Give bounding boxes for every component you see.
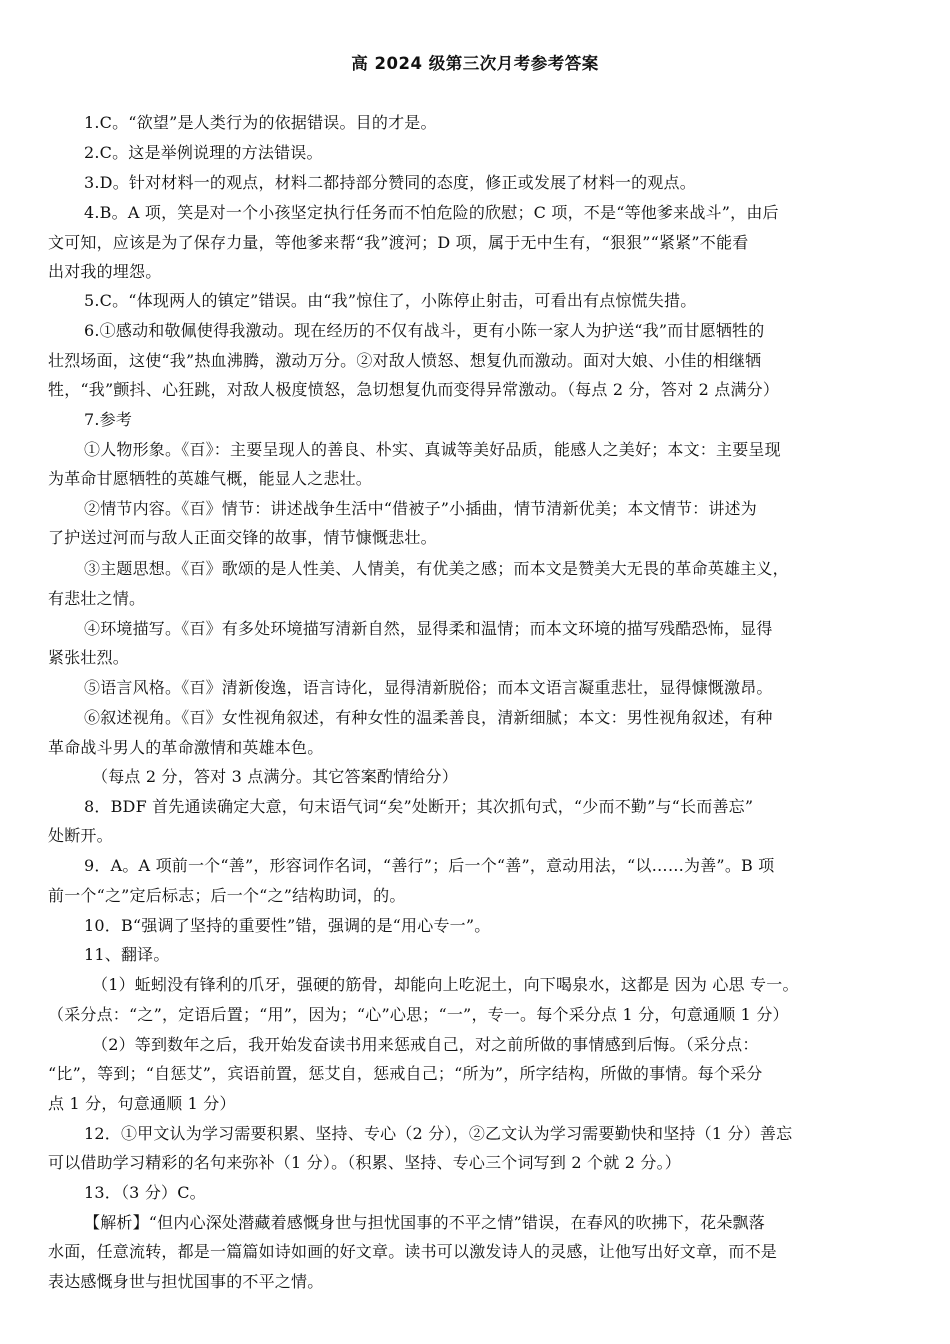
answer-line: 水面，任意流转，都是一篇篇如诗如画的好文章。读书可以激发诗人的灵感，让他写出好文章，而不是 — [48, 1242, 778, 1261]
answer-line: 4.B。A 项，笑是对一个小孩坚定执行任务而不怕危险的欣慰；C 项，不是“等他爹来战斗”，由后 — [84, 203, 779, 222]
answer-line: 可以借助学习精彩的名句来弥补（1 分）。（积累、坚持、专心三个词写到 2 个就 2 分。） — [48, 1153, 681, 1172]
answer-line: （采分点：“之”，定语后置；“用”，因为；“心”心思；“一”，专一。每个采分点 1 分，句意通顺 1 分） — [48, 1005, 789, 1024]
answer-line: 1.C。“欲望”是人类行为的依据错误。目的才是。 — [84, 113, 437, 132]
answer-line: 牲，“我”颤抖、心狂跳，对敌人极度愤怒，急切想复仇而变得异常激动。（每点 2 分，答对 2 点满分） — [48, 380, 780, 399]
answer-line: ⑤语言风格。《百》清新俊逸，语言诗化，显得清新脱俗；而本文语言凝重悲壮，显得慷慨激昂。 — [84, 678, 773, 697]
answer-line: 有悲壮之情。 — [48, 589, 146, 608]
answer-line: “比”，等到；“自惩艾”，宾语前置，惩艾自，惩戒自己；“所为”，所字结构，所做的事情。每个采分 — [48, 1064, 763, 1083]
answer-line: 紧张壮烈。 — [48, 648, 130, 667]
answer-line: 9．A。A 项前一个“善”，形容词作名词，“善行”；后一个“善”，意动用法，“以……为善”。B 项 — [84, 856, 775, 875]
answer-line: ①人物形象。《百》：主要呈现人的善良、朴实、真诚等美好品质，能感人之美好；本文：主要呈现 — [84, 440, 781, 459]
answer-line: 2.C。这是举例说理的方法错误。 — [84, 143, 323, 162]
answer-line: ②情节内容。《百》情节：讲述战争生活中“借被子”小插曲，情节清新优美；本文情节：讲述为 — [84, 499, 757, 518]
answer-line: 出对我的埋怨。 — [48, 262, 162, 281]
answer-line: 前一个“之”定后标志；后一个“之”结构助词，的。 — [48, 886, 406, 905]
answer-line: ⑥叙述视角。《百》女性视角叙述，有种女性的温柔善良，清新细腻；本文：男性视角叙述，有种 — [84, 708, 773, 727]
answer-line: 10．B“强调了坚持的重要性”错，强调的是“用心专一”。 — [84, 916, 491, 935]
answer-line: （2）等到数年之后，我开始发奋读书用来惩戒自己，对之前所做的事情感到后悔。（采分点： — [92, 1035, 759, 1054]
answer-line: 8．BDF 首先通读确定大意，句末语气词“矣”处断开；其次抓句式，“少而不勤”与“长而善忘” — [84, 797, 754, 816]
answer-line: 革命战斗男人的革命激情和英雄本色。 — [48, 738, 324, 757]
page-title: 高 2024 级第三次月考参考答案 — [351, 54, 599, 73]
answer-line: 11、翻译。 — [84, 945, 170, 964]
answer-line: 文可知，应该是为了保存力量，等他爹来帮“我”渡河；D 项，属于无中生有，“狠狠”“紧紧”不能看 — [48, 233, 749, 252]
answer-line: 壮烈场面，这使“我”热血沸腾，激动万分。②对敌人愤怒、想复仇而激动。面对大娘、小佳的相继牺 — [48, 351, 762, 370]
answer-line: 7.参考 — [84, 410, 133, 429]
answer-line: 为革命甘愿牺牲的英雄气概，能显人之悲壮。 — [48, 469, 373, 488]
answer-line: 点 1 分，句意通顺 1 分） — [48, 1094, 236, 1113]
answer-line: 【解析】“但内心深处潜藏着感慨身世与担忧国事的不平之情”错误，在春风的吹拂下，花朵飘落 — [84, 1213, 765, 1232]
answer-line: （每点 2 分，答对 3 点满分。其它答案酌情给分） — [92, 767, 458, 786]
answer-line: 处断开。 — [48, 826, 113, 845]
answer-line: 13．（3 分）C。 — [84, 1183, 206, 1202]
answer-line: ④环境描写。《百》有多处环境描写清新自然，显得柔和温情；而本文环境的描写残酷恐怖，显得 — [84, 619, 773, 638]
answer-line: 了护送过河而与敌人正面交锋的故事，情节慷慨悲壮。 — [48, 528, 437, 547]
answer-line: （1）蚯蚓没有锋利的爪牙，强硬的筋骨，却能向上吃泥土，向下喝泉水，这都是 因为 心思 专一。 — [92, 975, 799, 994]
answer-line: 3.D。针对材料一的观点，材料二都持部分赞同的态度，修正或发展了材料一的观点。 — [84, 173, 696, 192]
answer-line: 6.①感动和敬佩使得我激动。现在经历的不仅有战斗，更有小陈一家人为护送“我”而甘愿牺牲的 — [84, 321, 765, 340]
answer-line: 12．①甲文认为学习需要积累、坚持、专心（2 分），②乙文认为学习需要勤快和坚持（1 分）善忘 — [84, 1124, 793, 1143]
answer-line: 表达感慨身世与担忧国事的不平之情。 — [48, 1272, 324, 1291]
answer-line: 5.C。“体现两人的镇定”错误。由“我”惊住了，小陈停止射击，可看出有点惊慌失措。 — [84, 291, 697, 310]
answer-line: ③主题思想。《百》歌颂的是人性美、人情美，有优美之感；而本文是赞美大无畏的革命英雄主义， — [84, 559, 789, 578]
